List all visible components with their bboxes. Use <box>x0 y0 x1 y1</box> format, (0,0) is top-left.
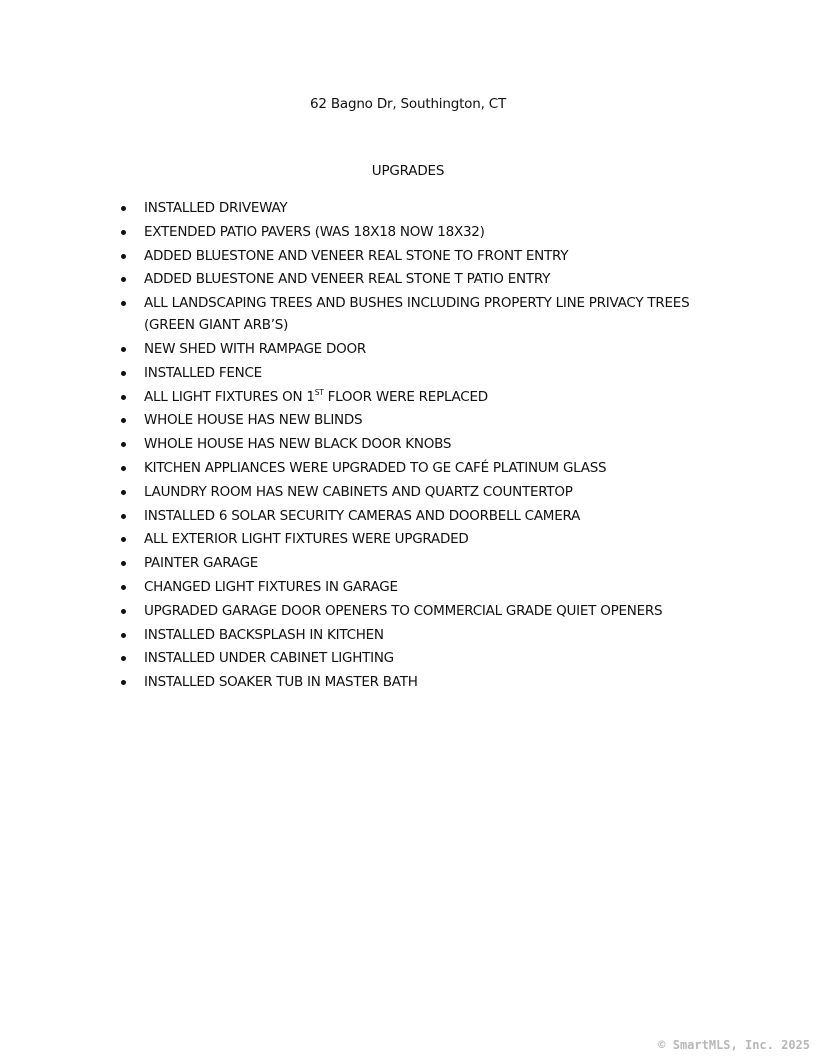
upgrade-item <box>144 338 724 360</box>
upgrade-item <box>144 386 724 408</box>
upgrades-list <box>144 197 724 695</box>
upgrade-item <box>144 245 724 267</box>
ordinal-superscript: ST <box>314 387 324 397</box>
upgrade-item <box>144 505 724 527</box>
property-address: 62 Bagno Dr, Southington, CT <box>309 96 507 112</box>
upgrade-item-text: INSTALLED FENCE <box>144 364 262 381</box>
upgrade-item-text: ADDED BLUESTONE AND VENEER REAL STONE TO FRONT ENTRY <box>144 247 569 264</box>
upgrade-item-text: INSTALLED SOAKER TUB IN MASTER BATH <box>144 674 418 691</box>
upgrade-item <box>144 362 724 384</box>
upgrade-item <box>144 292 724 336</box>
upgrade-item-text-part: FLOOR WERE REPLACED <box>323 388 488 405</box>
bullet-icon <box>121 537 126 542</box>
upgrade-item <box>144 433 724 455</box>
upgrade-item-text: CHANGED LIGHT FIXTURES IN GARAGE <box>144 578 398 595</box>
upgrade-item <box>144 624 724 646</box>
bullet-icon <box>121 347 126 352</box>
upgrade-item <box>144 671 724 693</box>
bullet-icon <box>121 442 126 447</box>
bullet-icon <box>121 514 126 519</box>
upgrade-item <box>144 552 724 574</box>
upgrades-heading: UPGRADES <box>371 163 445 179</box>
upgrade-item-text: ALL LANDSCAPING TREES AND BUSHES INCLUDING PROPERTY LINE PRIVACY TREES (GREEN GIANT ARB’S) <box>144 295 690 334</box>
upgrade-item <box>144 221 724 243</box>
upgrade-item-text: KITCHEN APPLIANCES WERE UPGRADED TO GE CAFÉ PLATINUM GLASS <box>144 459 607 476</box>
upgrade-item-text: LAUNDRY ROOM HAS NEW CABINETS AND QUARTZ COUNTERTOP <box>144 483 573 500</box>
upgrade-item-text: WHOLE HOUSE HAS NEW BLACK DOOR KNOBS <box>144 436 452 453</box>
upgrade-item <box>144 457 724 479</box>
upgrade-item-text: UPGRADED GARAGE DOOR OPENERS TO COMMERCIAL GRADE QUIET OPENERS <box>144 602 663 619</box>
bullet-icon <box>121 277 126 282</box>
upgrade-item-text: INSTALLED BACKSPLASH IN KITCHEN <box>144 626 384 643</box>
upgrade-item <box>144 197 724 219</box>
bullet-icon <box>121 206 126 211</box>
upgrade-item-text: PAINTER GARAGE <box>144 555 259 572</box>
bullet-icon <box>121 466 126 471</box>
bullet-icon <box>121 609 126 614</box>
upgrade-item-text: INSTALLED DRIVEWAY <box>144 200 288 216</box>
upgrade-item-text: ADDED BLUESTONE AND VENEER REAL STONE T PATIO ENTRY <box>144 271 551 288</box>
upgrade-item <box>144 647 724 669</box>
bullet-icon <box>121 418 126 423</box>
bullet-icon <box>121 490 126 495</box>
upgrade-item-text <box>144 389 488 405</box>
upgrade-item-text: ALL EXTERIOR LIGHT FIXTURES WERE UPGRADED <box>144 531 469 548</box>
upgrade-item <box>144 268 724 290</box>
bullet-icon <box>121 680 126 685</box>
upgrade-item-text-part: ALL LIGHT FIXTURES ON 1 <box>144 388 315 405</box>
upgrade-item <box>144 481 724 503</box>
bullet-icon <box>121 633 126 638</box>
bullet-icon <box>121 656 126 661</box>
bullet-icon <box>121 395 126 400</box>
upgrade-item <box>144 409 724 431</box>
upgrade-item-text: EXTENDED PATIO PAVERS (WAS 18X18 NOW 18X32) <box>144 223 485 240</box>
upgrade-item <box>144 528 724 550</box>
bullet-icon <box>121 230 126 235</box>
copyright-watermark: © SmartMLS, Inc. 2025 <box>658 1038 810 1052</box>
upgrade-item-text: WHOLE HOUSE HAS NEW BLINDS <box>144 412 363 429</box>
upgrade-item-text: NEW SHED WITH RAMPAGE DOOR <box>144 340 367 357</box>
bullet-icon <box>121 254 126 259</box>
upgrade-item <box>144 600 724 622</box>
bullet-icon <box>121 371 126 376</box>
upgrade-item <box>144 576 724 598</box>
upgrade-item-text: INSTALLED 6 SOLAR SECURITY CAMERAS AND DOORBELL CAMERA <box>144 507 581 524</box>
bullet-icon <box>121 561 126 566</box>
bullet-icon <box>121 585 126 590</box>
upgrade-item-text: INSTALLED UNDER CABINET LIGHTING <box>144 650 394 667</box>
bullet-icon <box>121 301 126 306</box>
